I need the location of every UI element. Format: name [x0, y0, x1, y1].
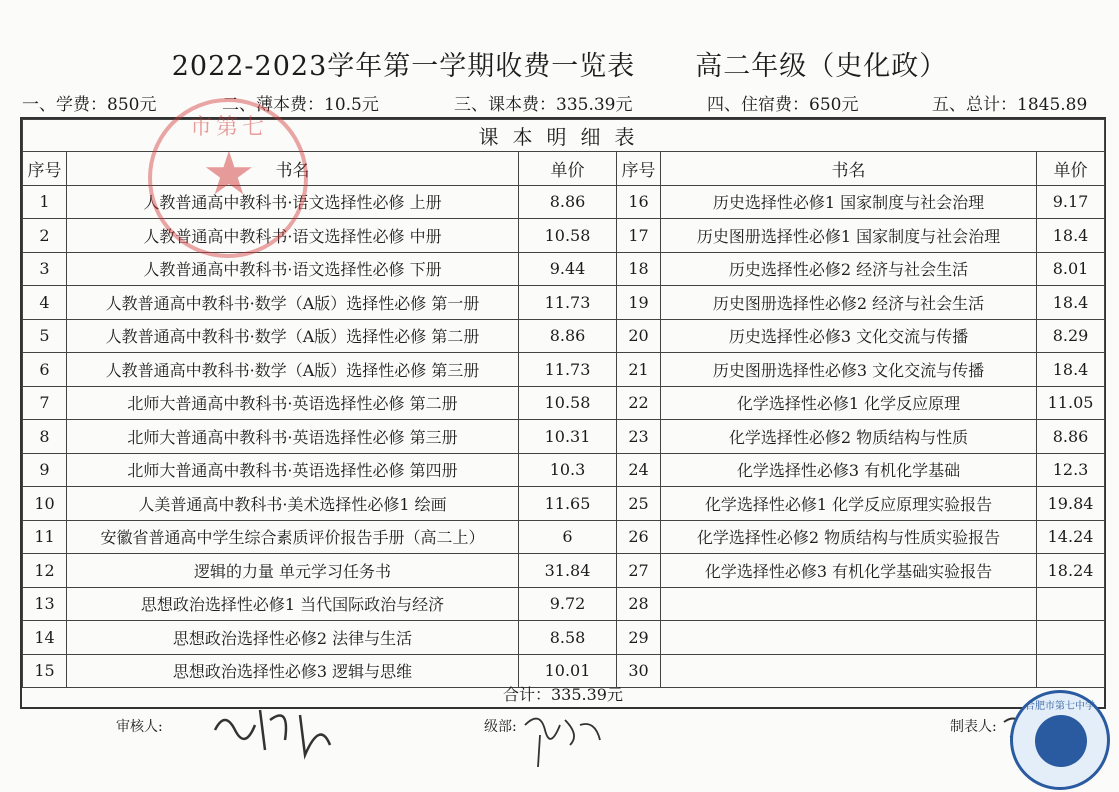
- school-logo-icon: [1035, 715, 1087, 767]
- seq-cell: 3: [23, 252, 67, 286]
- seq-cell: 15: [23, 654, 67, 688]
- book-name-cell: 历史选择性必修1 国家制度与社会治理: [661, 185, 1037, 219]
- grade-text: 高二年级（史化政）: [695, 51, 948, 82]
- seq-cell: 12: [23, 554, 67, 588]
- price-cell: 18.24: [1037, 554, 1105, 588]
- book-name-cell: 人教普通高中教科书·数学（A版）选择性必修 第二册: [67, 319, 519, 353]
- price-cell: 10.01: [519, 654, 617, 688]
- seq-cell: 13: [23, 587, 67, 621]
- table-body: [23, 185, 1105, 688]
- header-price-right: 单价: [1037, 152, 1105, 186]
- table-banner: 课本明细表: [23, 120, 1105, 152]
- price-cell: [1037, 587, 1105, 621]
- price-cell: 8.58: [519, 621, 617, 655]
- seq-cell: 2: [23, 219, 67, 253]
- header-name-left: 书名: [67, 152, 519, 186]
- fee-total: 五、总计：1845.89: [932, 95, 1088, 115]
- seq-cell: 4: [23, 286, 67, 320]
- price-cell: 12.3: [1037, 453, 1105, 487]
- price-cell: 18.4: [1037, 286, 1105, 320]
- price-cell: 9.44: [519, 252, 617, 286]
- red-stamp-text: 市第七: [190, 115, 269, 140]
- book-name-cell: 人美普通高中教科书·美术选择性必修1 绘画: [67, 487, 519, 521]
- table-row: [23, 487, 1105, 521]
- price-cell: 10.58: [519, 386, 617, 420]
- price-cell: 11.73: [519, 353, 617, 387]
- book-name-cell: 逻辑的力量 单元学习任务书: [67, 554, 519, 588]
- seq-cell: 7: [23, 386, 67, 420]
- table-row: [23, 319, 1105, 353]
- reviewer-signature: [210, 700, 360, 760]
- table-row: [23, 252, 1105, 286]
- table-header-row: [23, 152, 1105, 186]
- school-seal-text: 合肥市第七中学: [1025, 701, 1095, 712]
- seq-cell: 6: [23, 353, 67, 387]
- price-cell: 8.01: [1037, 252, 1105, 286]
- fee-tuition: 一、学费：850元: [22, 95, 157, 115]
- table-banner-row: [23, 120, 1105, 152]
- price-cell: 14.24: [1037, 520, 1105, 554]
- table-row: [23, 386, 1105, 420]
- school-seal: [1010, 690, 1110, 790]
- price-cell: 8.29: [1037, 319, 1105, 353]
- header-name-right: 书名: [661, 152, 1037, 186]
- book-name-cell: 人教普通高中教科书·语文选择性必修 下册: [67, 252, 519, 286]
- book-name-cell: 思想政治选择性必修2 法律与生活: [67, 621, 519, 655]
- grade-dept-signature: [520, 705, 610, 770]
- book-name-cell: 人教普通高中教科书·语文选择性必修 上册: [67, 185, 519, 219]
- book-name-cell: 化学选择性必修3 有机化学基础: [661, 453, 1037, 487]
- textbook-sheet: [20, 117, 1106, 709]
- table-row: [23, 286, 1105, 320]
- book-name-cell: [661, 587, 1037, 621]
- table-row: [23, 353, 1105, 387]
- seq-cell: 9: [23, 453, 67, 487]
- seq-cell: 21: [617, 353, 661, 387]
- seq-cell: 17: [617, 219, 661, 253]
- price-cell: 31.84: [519, 554, 617, 588]
- seq-cell: 25: [617, 487, 661, 521]
- book-name-cell: 北师大普通高中教科书·英语选择性必修 第四册: [67, 453, 519, 487]
- fee-textbook: 三、课本费：335.39元: [454, 95, 633, 115]
- price-cell: 8.86: [1037, 420, 1105, 454]
- book-name-cell: 历史图册选择性必修1 国家制度与社会治理: [661, 219, 1037, 253]
- book-name-cell: 北师大普通高中教科书·英语选择性必修 第二册: [67, 386, 519, 420]
- grade-dept-label: 级部:: [484, 719, 517, 735]
- table-row: [23, 520, 1105, 554]
- seq-cell: 20: [617, 319, 661, 353]
- book-name-cell: 思想政治选择性必修1 当代国际政治与经济: [67, 587, 519, 621]
- table-row: [23, 587, 1105, 621]
- book-name-cell: 人教普通高中教科书·语文选择性必修 中册: [67, 219, 519, 253]
- table-row: [23, 554, 1105, 588]
- textbook-table: [22, 119, 1105, 688]
- price-cell: 18.4: [1037, 353, 1105, 387]
- book-name-cell: 北师大普通高中教科书·英语选择性必修 第三册: [67, 420, 519, 454]
- seq-cell: 19: [617, 286, 661, 320]
- price-cell: 10.3: [519, 453, 617, 487]
- header-seq-right: 序号: [617, 152, 661, 186]
- seq-cell: 30: [617, 654, 661, 688]
- book-name-cell: 思想政治选择性必修3 逻辑与思维: [67, 654, 519, 688]
- header-seq-left: 序号: [23, 152, 67, 186]
- seq-cell: 26: [617, 520, 661, 554]
- price-cell: 11.73: [519, 286, 617, 320]
- page-title: [0, 44, 1119, 83]
- table-row: [23, 621, 1105, 655]
- table-row: [23, 219, 1105, 253]
- book-name-cell: 人教普通高中教科书·数学（A版）选择性必修 第三册: [67, 353, 519, 387]
- book-name-cell: 化学选择性必修1 化学反应原理: [661, 386, 1037, 420]
- table-row: [23, 420, 1105, 454]
- price-cell: 11.65: [519, 487, 617, 521]
- book-name-cell: [661, 621, 1037, 655]
- price-cell: 18.4: [1037, 219, 1105, 253]
- price-cell: 11.05: [1037, 386, 1105, 420]
- fee-dorm: 四、住宿费：650元: [707, 95, 859, 115]
- price-cell: 10.58: [519, 219, 617, 253]
- price-cell: 8.86: [519, 185, 617, 219]
- header-price-left: 单价: [519, 152, 617, 186]
- seq-cell: 1: [23, 185, 67, 219]
- book-name-cell: 历史图册选择性必修2 经济与社会生活: [661, 286, 1037, 320]
- book-name-cell: 历史选择性必修3 文化交流与传播: [661, 319, 1037, 353]
- price-cell: [1037, 621, 1105, 655]
- preparer-label: 制表人:: [950, 719, 997, 735]
- seq-cell: 28: [617, 587, 661, 621]
- book-name-cell: 历史图册选择性必修3 文化交流与传播: [661, 353, 1037, 387]
- book-name-cell: 化学选择性必修1 化学反应原理实验报告: [661, 487, 1037, 521]
- seq-cell: 16: [617, 185, 661, 219]
- seq-cell: 22: [617, 386, 661, 420]
- seq-cell: 5: [23, 319, 67, 353]
- book-name-cell: 历史选择性必修2 经济与社会生活: [661, 252, 1037, 286]
- seq-cell: 14: [23, 621, 67, 655]
- book-name-cell: 化学选择性必修2 物质结构与性质实验报告: [661, 520, 1037, 554]
- seq-cell: 10: [23, 487, 67, 521]
- price-cell: 6: [519, 520, 617, 554]
- fee-notebook: 二、薄本费：10.5元: [222, 95, 379, 115]
- table-row: [23, 185, 1105, 219]
- book-name-cell: 安徽省普通高中学生综合素质评价报告手册（高二上）: [67, 520, 519, 554]
- total-line: 合计：335.39元: [503, 685, 623, 704]
- book-name-cell: 人教普通高中教科书·数学（A版）选择性必修 第一册: [67, 286, 519, 320]
- seq-cell: 23: [617, 420, 661, 454]
- seq-cell: 8: [23, 420, 67, 454]
- price-cell: 9.72: [519, 587, 617, 621]
- book-name-cell: 化学选择性必修3 有机化学基础实验报告: [661, 554, 1037, 588]
- price-cell: 10.31: [519, 420, 617, 454]
- seq-cell: 11: [23, 520, 67, 554]
- star-icon: ★: [202, 139, 256, 209]
- seq-cell: 29: [617, 621, 661, 655]
- title-text: 2022-2023学年第一学期收费一览表: [171, 51, 636, 82]
- price-cell: 9.17: [1037, 185, 1105, 219]
- seq-cell: 24: [617, 453, 661, 487]
- price-cell: 19.84: [1037, 487, 1105, 521]
- book-name-cell: 化学选择性必修2 物质结构与性质: [661, 420, 1037, 454]
- price-cell: 8.86: [519, 319, 617, 353]
- table-row: [23, 453, 1105, 487]
- seq-cell: 27: [617, 554, 661, 588]
- seq-cell: 18: [617, 252, 661, 286]
- reviewer-label: 审核人:: [116, 719, 163, 735]
